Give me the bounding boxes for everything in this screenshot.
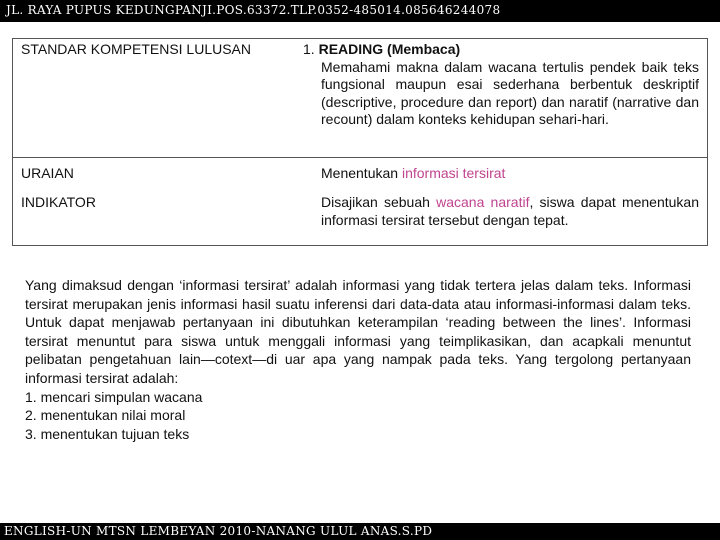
uraian-highlight: informasi tersirat <box>401 165 506 181</box>
skl-number: 1. <box>303 41 315 57</box>
header-address-bar <box>0 0 720 22</box>
header-address: JL. RAYA PUPUS KEDUNGPANJI.POS.63372.TLP.0352-485014.085646244078 <box>6 3 501 17</box>
skl-heading <box>303 41 699 59</box>
skl-label: STANDAR KOMPETENSI LULUSAN <box>21 41 252 57</box>
row-divider <box>13 157 707 158</box>
list-item: 3. menentukan tujuan teks <box>25 425 190 442</box>
list-item: 2. menentukan nilai moral <box>25 407 186 424</box>
uraian-prefix: Menentukan <box>321 165 399 181</box>
list-item: 1. mencari simpulan wacana <box>25 388 203 405</box>
indikator-suffix: , siswa dapat menentukan informasi tersirat tersebut dengan tepat. <box>321 194 700 228</box>
competency-table <box>12 38 708 246</box>
uraian-content <box>303 165 699 183</box>
explanation-paragraph: Yang dimaksud dengan ‘informasi tersirat’ adalah informasi yang tidak tertera jelas dalam teks. Informasi tersirat merupakan jenis informasi hasil suatu inferensi dari data-data atau informasi-informasi dalam teks. Untuk dapat menjawab pertanyaan ini dibutuhkan keterampilan ‘reading between the lines’. Informasi tersirat menuntut para siswa untuk menggali informasi yang teimplikasikan, dan acapkali menuntut pelibatan pengetahuan lain—cotext—di uar apa yang nampak pada teks. Yang tergolong pertanyaan informasi tersirat adalah: <box>25 277 691 386</box>
uraian-label: URAIAN <box>21 165 74 181</box>
indikator-label: INDIKATOR <box>21 194 96 210</box>
indikator-content <box>303 194 699 229</box>
skl-description: Memahami makna dalam wacana tertulis pendek baik teks fungsional maupun esai sederhana berbentuk deskriptif (descriptive, procedure dan report) dan naratif (narrative dan recount) dalam konteks kehidupan sehari-hari. <box>321 58 699 128</box>
footer-bar <box>0 523 720 540</box>
footer-text: ENGLISH-UN MTSN LEMBEYAN 2010-NANANG ULUL ANAS.S.PD <box>4 524 433 538</box>
skl-title: READING (Membaca) <box>318 41 461 57</box>
indikator-prefix: Disajikan sebuah <box>321 194 430 210</box>
skl-content <box>303 41 699 129</box>
explanation-block <box>25 276 691 443</box>
indikator-highlight: wacana naratif <box>436 194 530 210</box>
